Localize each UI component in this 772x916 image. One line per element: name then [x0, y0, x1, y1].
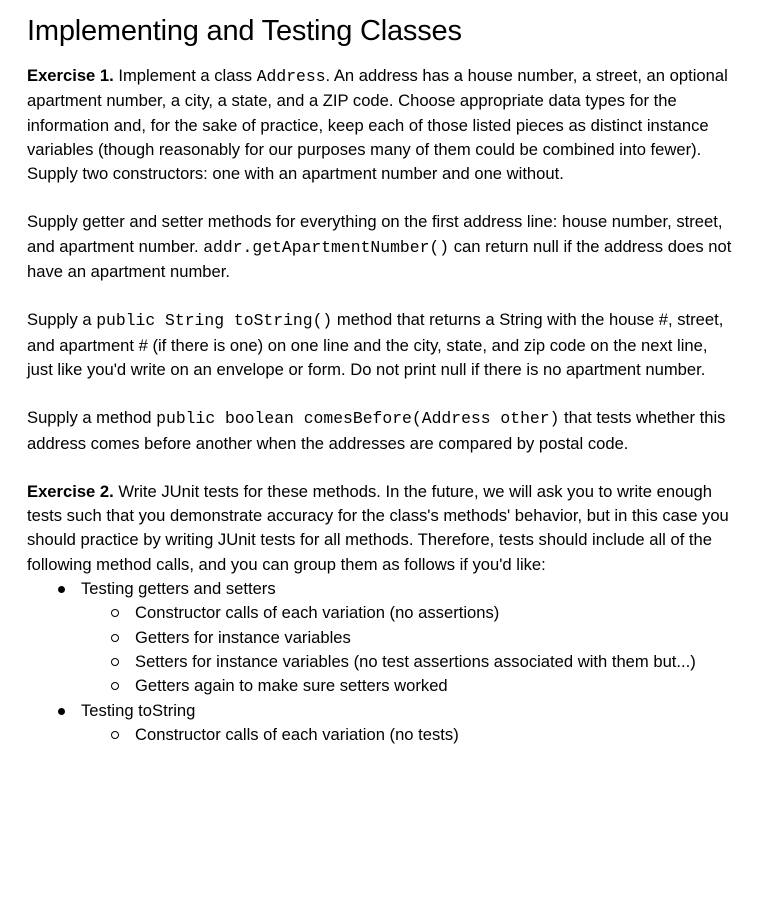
- text: can return null if the address does not have an apartment number.: [27, 236, 732, 282]
- text: that tests whether this address comes before another when the addresses are compared by postal code.: [27, 408, 726, 453]
- exercise-2-paragraph: [27, 480, 732, 577]
- tostring-paragraph: [27, 308, 732, 382]
- text: Write JUnit tests for these methods. In the future, we will ask you to write enough tests such that you demonstrate accuracy for the class's methods' behavior, but in this case you should practice by writing JUnit tests for all methods. Therefore, tests should include all of the following method calls, and you can group them as follows if you'd like:: [27, 481, 729, 574]
- sub-list: [81, 723, 732, 747]
- code-snippet: public boolean comesBefore(Address other): [156, 409, 560, 429]
- comes-before-paragraph: [27, 406, 732, 456]
- text: Supply a method: [27, 408, 157, 428]
- exercise-1-paragraph: [27, 64, 732, 186]
- list-item: [27, 699, 732, 748]
- exercise-2-label: Exercise 2.: [27, 481, 114, 501]
- sub-list-item: Constructor calls of each variation (no tests): [81, 723, 732, 747]
- sub-list-item: Setters for instance variables (no test assertions associated with them but...): [81, 650, 732, 674]
- text: . An address has a house number, a street, an optional apartment number, a city, a state, and a ZIP code. Choose appropriate data types for the information and, for the sake of practice, keep each of those listed pieces as distinct instance variables (though reasonably for our purposes many of them could be combined into fewer). Supply two constructors: one with an apartment number and one without.: [27, 66, 728, 184]
- text: Supply a: [27, 310, 97, 330]
- list-item-label: Testing getters and setters: [81, 579, 276, 599]
- list-item-label: Testing toString: [81, 700, 196, 720]
- sub-list: [81, 601, 732, 698]
- exercise-1-label: Exercise 1.: [27, 66, 114, 85]
- text: method that returns a String with the house #, street, and apartment # (if there is one) on one line and the city, state, and zip code on the next line, just like you'd write on an envelope or form. Do not print null if there is no apartment number.: [27, 310, 724, 379]
- test-group-list: [27, 577, 732, 747]
- code-snippet: addr.getApartmentNumber(): [203, 237, 450, 257]
- sub-list-item: Constructor calls of each variation (no assertions): [81, 601, 732, 625]
- list-item: [27, 577, 732, 698]
- sub-list-item: Getters for instance variables: [81, 626, 732, 650]
- code-snippet: Address: [256, 67, 326, 86]
- page-title: Implementing and Testing Classes: [27, 15, 462, 47]
- text: Implement a class: [113, 66, 257, 85]
- code-snippet: public String toString(): [96, 311, 333, 331]
- text: Supply getter and setter methods for everything on the first address line: house number, street, and apartment number.: [27, 212, 723, 256]
- sub-list-item: Getters again to make sure setters worked: [81, 674, 732, 698]
- getters-setters-paragraph: [27, 210, 732, 284]
